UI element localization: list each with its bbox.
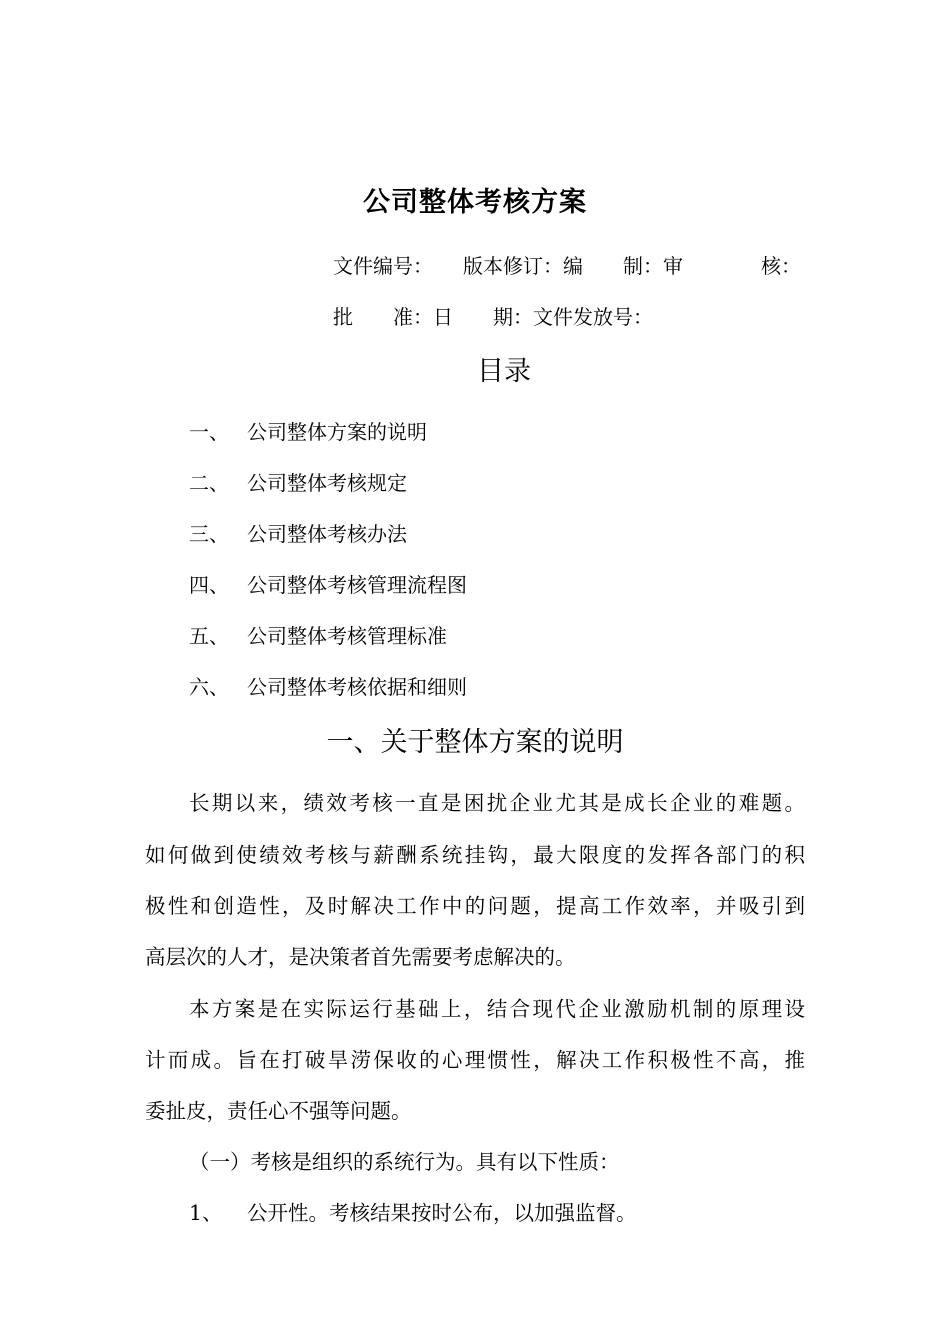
- toc-item-number: 六、: [189, 675, 229, 699]
- toc-item-text: 公司整体考核办法: [247, 522, 407, 546]
- paragraph-line: 如何做到使绩效考核与薪酬系统挂钩，最大限度的发挥各部门的积: [145, 843, 805, 867]
- paragraph-line: 本方案是在实际运行基础上，结合现代企业激励机制的原理设: [189, 997, 805, 1021]
- toc-item-text: 公司整体考核管理标准: [247, 624, 447, 648]
- toc-item-text: 公司整体考核管理流程图: [247, 573, 467, 597]
- meta-fields-2: 批 准：日 期：文件发放号：: [333, 305, 653, 329]
- toc-item: [189, 416, 427, 445]
- document-title: 公司整体考核方案: [363, 187, 587, 218]
- toc-item-text: 公司整体考核依据和细则: [247, 675, 467, 699]
- document-meta-line-1: [333, 250, 813, 279]
- toc-item: [189, 671, 467, 700]
- paragraph-line: 高层次的人才，是决策者首先需要考虑解决的。: [145, 945, 576, 969]
- paragraph-line: 极性和创造性，及时解决工作中的问题，提高工作效率，并吸引到: [145, 894, 805, 918]
- toc-item-number: 一、: [189, 420, 229, 444]
- toc-title: 目录: [477, 356, 531, 387]
- list-item-number: 1、: [189, 1201, 223, 1225]
- list-item-text: 公开性。考核结果按时公布，以加强监督。: [247, 1201, 637, 1225]
- paragraph-line: 委扯皮，责任心不强等问题。: [145, 1099, 412, 1123]
- meta-fields-1: 文件编号： 版本修订：编 制：审: [333, 254, 683, 278]
- section-heading: 一、关于整体方案的说明: [326, 727, 624, 758]
- subheading: （一）考核是组织的系统行为。具有以下性质：: [189, 1150, 620, 1174]
- toc-item: [189, 467, 407, 496]
- toc-item-text: 公司整体考核规定: [247, 471, 407, 495]
- toc-item-number: 五、: [189, 624, 229, 648]
- meta-field-review: 核：: [761, 254, 801, 278]
- toc-item: [189, 569, 467, 598]
- toc-item-number: 三、: [189, 522, 229, 546]
- document-meta-line-2: [333, 301, 813, 330]
- paragraph-line: 长期以来，绩效考核一直是困扰企业尤其是成长企业的难题。: [189, 791, 805, 815]
- toc-item: [189, 518, 407, 547]
- list-item: [189, 1196, 637, 1226]
- toc-item-text: 公司整体方案的说明: [247, 420, 427, 444]
- toc-item-number: 四、: [189, 573, 229, 597]
- paragraph-line: 计而成。旨在打破旱涝保收的心理惯性，解决工作积极性不高，推: [145, 1048, 805, 1072]
- toc-item: [189, 620, 447, 649]
- toc-item-number: 二、: [189, 471, 229, 495]
